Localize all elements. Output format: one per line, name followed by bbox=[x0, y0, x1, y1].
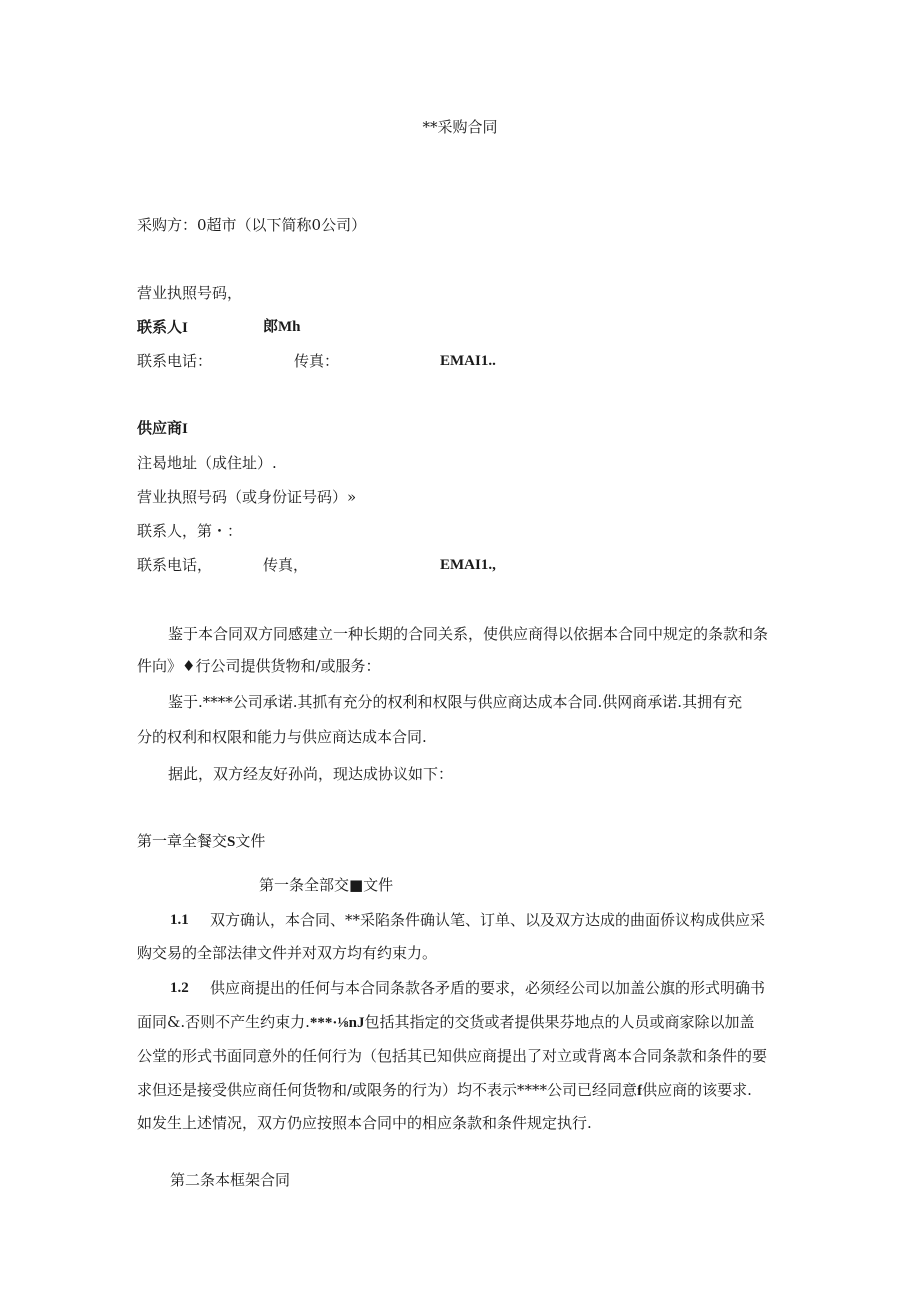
clause-1-2-number: 1.2 bbox=[170, 980, 189, 996]
supplier-contact: 联系人，第・： bbox=[137, 522, 243, 540]
chapter1-heading-pre: 第一章全餐交 bbox=[137, 832, 228, 850]
preamble-p2-line2: 分的权利和权限和能力与供应商达成本合同. bbox=[137, 728, 427, 746]
supplier-name: 供应商I bbox=[137, 421, 188, 437]
buyer-contact-row bbox=[137, 317, 188, 338]
preamble-p2-line1: 鉴于.****公司承诺.其抓有充分的权利和权限与供应商达成本合同.供网商承诺.其拥有充 bbox=[168, 693, 743, 711]
clause-1-2-line4-post: 供应商的该要求. bbox=[642, 1081, 752, 1099]
buyer-fax-label: 传真： bbox=[294, 352, 340, 370]
clause-1-2-line2 bbox=[137, 1012, 755, 1033]
buyer-email-label: EMAI1.. bbox=[440, 353, 496, 369]
chapter1-heading-post: 文件 bbox=[235, 832, 266, 850]
clause-1-2-line3: 公堂的形式书面同意外的任何行为（包括其已知供应商提出了对立或背离本合同条款和条件的要 bbox=[137, 1047, 768, 1065]
preamble-p1-line1: 鉴于本合同双方同感建立一种长期的合同关系，使供应商得以依据本合同中规定的条款和条 bbox=[168, 625, 769, 643]
supplier-address: 注曷地址（成住址）. bbox=[137, 454, 277, 472]
clause-1-2-line2-bold: ***·⅛nJ bbox=[309, 1015, 365, 1031]
clause-1-2-line2-pre: 面同&.否则不产生约束力. bbox=[137, 1013, 310, 1031]
clause-1-2-line5: 如发生上述情况，双方仍应按照本合同中的相应条款和条件规定执行. bbox=[137, 1114, 592, 1132]
buyer-contact-suffix: 郎Mh bbox=[263, 319, 301, 335]
clause-1-1-number: 1.1 bbox=[170, 912, 189, 928]
supplier-email-label: EMAI1., bbox=[440, 557, 496, 573]
clause-1-2-line4-pre: 求但还是接受供应商任何货物和/或限务的行为）均不表示****公司已经同意 bbox=[137, 1081, 638, 1099]
article2-heading: 第二条本框架合同 bbox=[170, 1171, 291, 1189]
buyer-phone-label: 联系电话： bbox=[137, 352, 213, 370]
article1-heading: 第一条全部交■文件 bbox=[259, 876, 394, 894]
page-title: **采购合同 bbox=[422, 118, 498, 136]
preamble-p1-line2: 件向》♦行公司提供货物和/或服务： bbox=[137, 657, 381, 675]
clause-1-1-line2: 购交易的全部法律文件并对双方均有约束力。 bbox=[137, 944, 438, 962]
supplier-license: 营业执照号码（或身份证号码）» bbox=[137, 488, 357, 506]
preamble-p3: 据此，双方经友好孙尚，现达成协议如下： bbox=[168, 765, 454, 783]
chapter1-heading-bold: S bbox=[227, 834, 236, 850]
clause-1-2-line2-post: 包括其指定的交货或者提供果芬地点的人员或商家除以加盖 bbox=[364, 1013, 755, 1031]
clause-1-2-line4-bold: f bbox=[637, 1083, 643, 1099]
chapter1-heading bbox=[137, 831, 265, 852]
clause-1-1-line1: 双方确认，本合同、**采陷条件确认笔、订单、以及双方达成的曲面侨议构成供应采 bbox=[210, 911, 766, 929]
clause-1-2-line4 bbox=[137, 1080, 752, 1101]
supplier-phone-label: 联系电话， bbox=[137, 556, 213, 574]
supplier-fax-label: 传真， bbox=[263, 556, 309, 574]
buyer-license: 营业执照号码， bbox=[137, 284, 243, 302]
clause-1-2-line1: 供应商提出的任何与本合同条款各矛盾的要求，必须经公司以加盖公旗的形式明确书 bbox=[210, 979, 766, 997]
buyer-name: 采购方：0超市（以下简称0公司） bbox=[137, 216, 367, 234]
buyer-contact-label: 联系人I bbox=[137, 320, 188, 336]
